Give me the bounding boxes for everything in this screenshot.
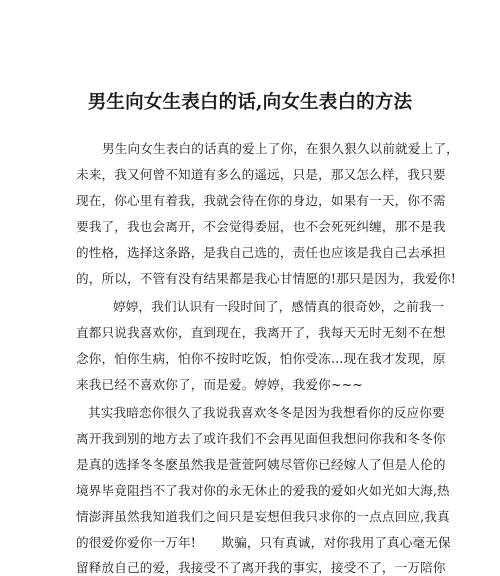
paragraph-3-line-4: 境界毕竟阻挡不了我对你的永无休止的爱我的爱如火如光如大海,热: [76, 483, 450, 498]
paragraph-1-line-5: 的性格，选择这条路，是我自己选的，责任也应该是我自己去承担: [76, 245, 446, 260]
paragraph-3-line-7: 留释放自己的爱，我接受不了离开我的事实，接受不了，一万陪你: [76, 560, 446, 575]
paragraph-3-line-6: 的很爱你爱你一万年! 欺骗，只有真诚，对你我用了真心毫无保: [76, 535, 451, 550]
paragraph-2-line-1: 婷婷，我们认识有一段时间了，感情真的很奇妙，之前我一: [113, 299, 445, 314]
paragraph-3-line-3: 是真的选择冬冬麽虽然我是萱萱阿姨尽管你已经嫁人了但是人伦的: [76, 457, 446, 472]
paragraph-1-line-6: 的，所以，不管有没有结果都是我心甘情愿的!那只是因为，我爱你!: [76, 271, 456, 286]
paragraph-1-line-3: 现在，你心里有着我，我就会待在你的身边，如果有一天，你不需: [76, 193, 446, 208]
paragraph-3-line-5: 情澎湃虽然我知道我们之间只是妄想但我只求你的一点点回应,我真: [76, 509, 450, 524]
article-title: 男生向女生表白的话,向女生表白的方法: [87, 92, 413, 113]
paragraph-3-line-1: 其实我暗恋你很久了我说我喜欢冬冬是因为我想看你的反应你要: [88, 405, 445, 420]
paragraph-1-line-4: 要我了，我也会离开，不会觉得委屈，也不会死死纠缠，那不是我: [76, 219, 446, 234]
paragraph-1-line-2: 未来，我又何曾不知道有多么的遥远，只是，那又怎么样，我只要: [76, 167, 446, 182]
paragraph-1-line-1: 男生向女生表白的话真的爱上了你，在狠久狠久以前就爱上了，: [102, 141, 459, 156]
paragraph-2-line-2: 直都只说我喜欢你，直到现在，我离开了，我每天无时无刻不在想: [76, 325, 446, 340]
paragraph-3-line-2: 离开我到别的地方去了或许我们不会再见面但我想问你我和冬冬你: [76, 431, 446, 446]
paragraph-2-line-4: 来我已经不喜欢你了，而是爱。婷婷，我爱你~~~: [76, 377, 363, 392]
paragraph-2-line-3: 念你，怕你生病，怕你不按时吃饭，怕你受冻…现在我才发现，原: [76, 351, 446, 366]
